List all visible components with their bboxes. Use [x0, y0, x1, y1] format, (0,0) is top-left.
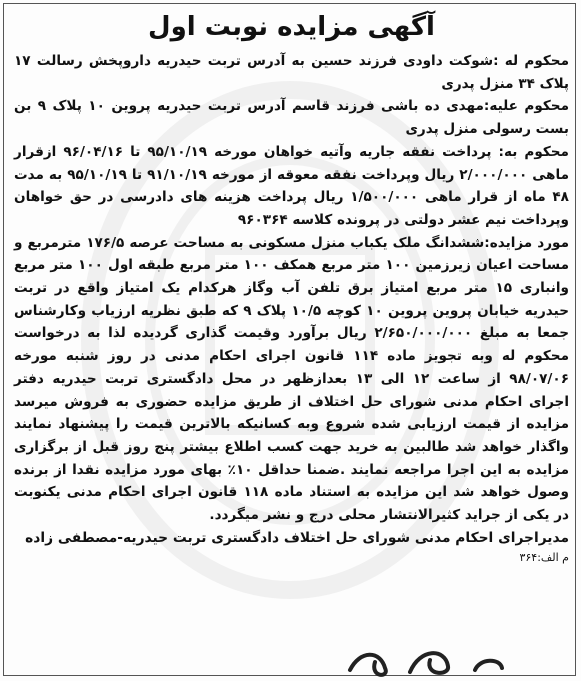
auction-item-paragraph: مورد مزایده:ششدانگ ملک یکباب منزل مسکونی به مساحت عرصه ۱۷۶/۵ مترمربع و مساحت اعیان زیرزمین ۱۰۰ متر مربع همکف ۱۰۰ متر مربع طبقه اول ۱۰۰ متر مربع وانباری ۱۵ متر مربع امتیاز برق تلفن آب وگاز هرکدام یک امتیاز واقع در تربت حیدریه خیابان پروین پروین ۱۰ کوچه ۱۰/۵ پلاک ۹ که طبق نظریه ارزیاب وکارشناس جمعا به مبلغ ۲/۶۵۰/۰۰۰/۰۰۰ ریال برآورد وقیمت گذاری گردیده لذا به درخواست محکوم له وبه تجویز ماده ۱۱۴ قانون اجرای احکام مدنی در روز شنبه مورخه ۹۸/۰۷/۰۶ از ساعت ۱۲ الی ۱۳ بعدازظهر در محل دادگستری تربت حیدریه دفتر اجرای احکام مدنی شورای حل اختلاف از طریق مزایده حضوری به فروش میرسد مزایده از قیمت ارزیابی شده شروع وبه کسانیکه بالاترین قیمت را پیشنهاد نمایند واگذار خواهد شد طالبین به خرید جهت کسب اطلاع بیشتر پنج روز قبل از برگزاری مزایده به این اجرا مراجعه نمایند .ضمنا حداقل ۱۰٪ بهای مورد مزایده نقدا از برنده وصول خواهد شد این مزایده به استناد ماده ۱۱۸ قانون اجرای احکام مدنی یکنوبت در یکی از جراید کثیرالانتشار محلی درج و نشر میگردد. — [14, 234, 570, 524]
reference-code: م الف:۳۶۴ — [519, 550, 569, 564]
signature-line: مدیراجرای احکام مدنی شورای حل اختلاف دادگستری تربت حیدریه-مصطفی زاده — [25, 529, 569, 546]
defendant-paragraph: محکوم علیه:مهدی ده باشی فرزند قاسم آدرس تربت حیدریه پروین ۱۰ پلاک ۹ بن بست رسولی منزل پدری — [14, 98, 569, 138]
notice-body — [14, 8, 569, 566]
notice-title: آگهی مزایده نوبت اول — [148, 12, 435, 42]
judgment-paragraph: محکوم به: پرداخت نفقه جاریه وآتیه خواهان مورخه ۹۵/۱۰/۱۹ تا ۹۶/۰۴/۱۶ ازقرار ماهی ۲/۰۰۰/۰۰۰ ریال وپرداخت نفقه معوقه از مورخه ۹۱/۱۰/۱۹ تا ۹۵/۱۰/۱۹ به مدت ۴۸ ماه از قرار ماهی ۱/۵۰۰/۰۰۰ ریال پرداخت هزینه های دادرسی در حق خواهان وپرداخت نیم عشر دولتی در پرونده کلاسه ۹۶۰۳۶۴ — [14, 143, 569, 228]
plaintiff-paragraph: محکوم له :شوکت داودی فرزند حسین به آدرس تربت حیدریه داروپخش رسالت ۱۷ پلاک ۳۴ منزل پدری — [14, 53, 569, 92]
